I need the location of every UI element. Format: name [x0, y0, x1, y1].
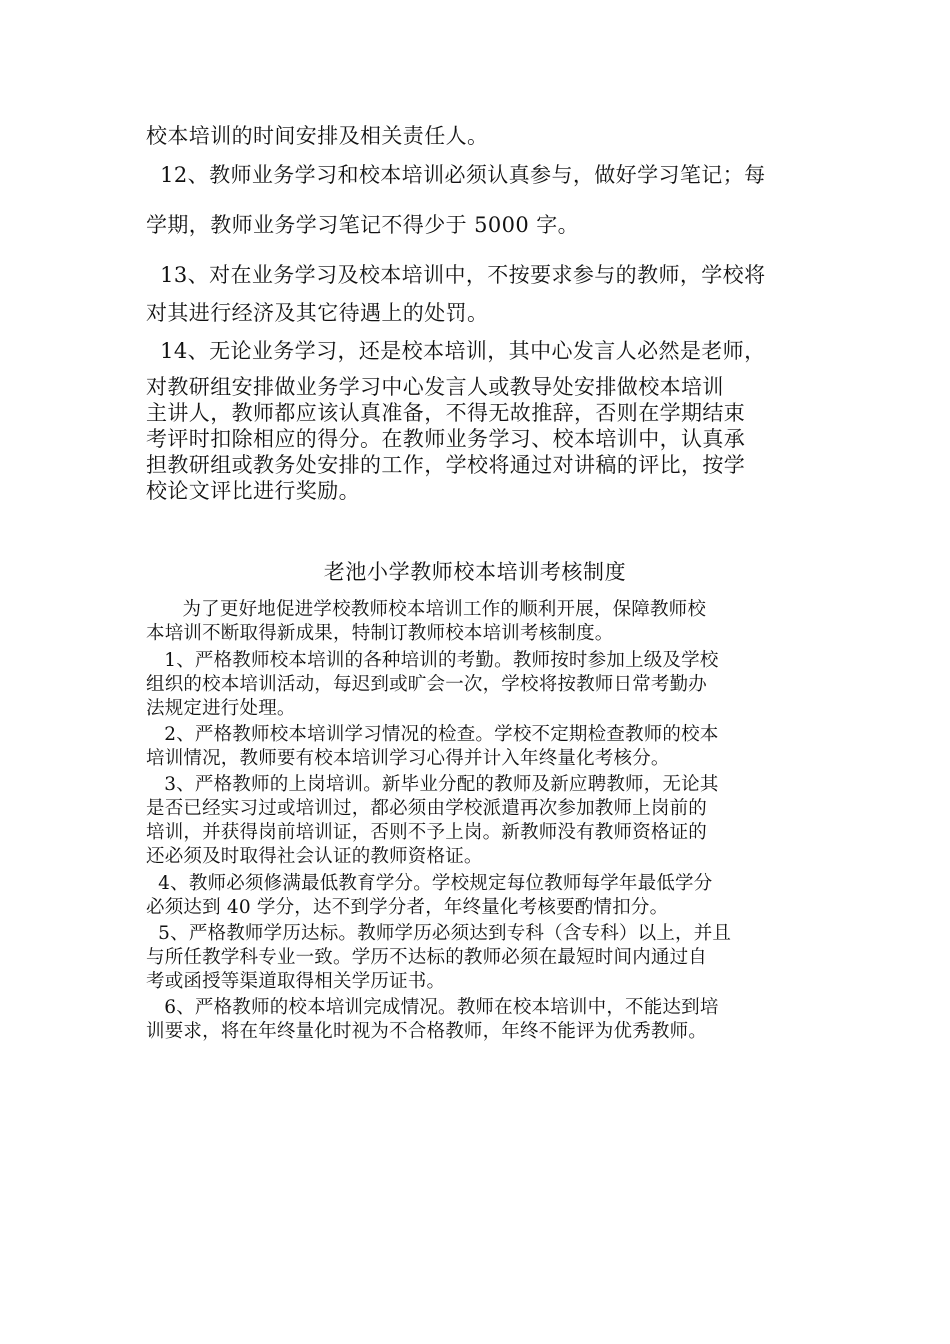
paragraph-line: 培训情况，教师要有校本培训学习心得并计入年终量化考核分。	[146, 748, 670, 769]
paragraph-line: 训要求，将在年终量化时视为不合格教师，年终不能评为优秀教师。	[146, 1021, 708, 1042]
section-title: 老池小学教师校本培训考核制度	[323, 560, 627, 584]
paragraph-line: 5、严格教师学历达标。教师学历必须达到专科（含专科）以上，并且	[146, 923, 732, 944]
paragraph-line: 与所任教学科专业一致。学历不达标的教师必须在最短时间内通过自	[146, 947, 708, 968]
paragraph-line: 3、严格教师的上岗培训。新毕业分配的教师及新应聘教师，无论其	[146, 774, 719, 795]
paragraph-line: 13、对在业务学习及校本培训中，不按要求参与的教师，学校将	[146, 263, 766, 287]
paragraph-line: 校本培训的时间安排及相关责任人。	[146, 124, 489, 148]
paragraph-line: 法规定进行处理。	[146, 698, 296, 719]
paragraph-line: 1、严格教师校本培训的各种培训的考勤。教师按时参加上级及学校	[146, 650, 719, 671]
paragraph-line: 为了更好地促进学校教师校本培训工作的顺利开展，保障教师校	[146, 599, 707, 620]
paragraph-line: 组织的校本培训活动，每迟到或旷会一次，学校将按教师日常考勤办	[146, 674, 708, 695]
paragraph-line: 主讲人，教师都应该认真准备，不得无故推辞，否则在学期结束	[146, 401, 746, 425]
paragraph-line: 担教研组或教务处安排的工作，学校将通过对讲稿的评比，按学	[146, 453, 746, 477]
paragraph-line: 6、严格教师的校本培训完成情况。教师在校本培训中，不能达到培	[146, 997, 719, 1018]
paragraph-line: 是否已经实习过或培训过，都必须由学校派遣再次参加教师上岗前的	[146, 798, 708, 819]
paragraph-line: 必须达到 40 学分，达不到学分者，年终量化考核要酌情扣分。	[146, 897, 669, 918]
paragraph-line: 对其进行经济及其它待遇上的处罚。	[146, 301, 489, 325]
paragraph-line: 学期，教师业务学习笔记不得少于 5000 字。	[146, 213, 579, 237]
paragraph-line: 考或函授等渠道取得相关学历证书。	[146, 971, 446, 992]
paragraph-line: 2、严格教师校本培训学习情况的检查。学校不定期检查教师的校本	[146, 724, 719, 745]
paragraph-line: 考评时扣除相应的得分。在教师业务学习、校本培训中，认真承	[146, 427, 746, 451]
paragraph-line: 还必须及时取得社会认证的教师资格证。	[146, 846, 483, 867]
paragraph-line: 培训，并获得岗前培训证，否则不予上岗。新教师没有教师资格证的	[146, 822, 708, 843]
paragraph-line: 本培训不断取得新成果，特制订教师校本培训考核制度。	[146, 623, 614, 644]
paragraph-line: 14、无论业务学习，还是校本培训，其中心发言人必然是老师，	[146, 339, 766, 363]
paragraph-line: 对教研组安排做业务学习中心发言人或教导处安排做校本培训	[146, 375, 724, 399]
paragraph-line: 校论文评比进行奖励。	[146, 479, 360, 503]
paragraph-line: 12、教师业务学习和校本培训必须认真参与，做好学习笔记；每	[146, 163, 766, 187]
paragraph-line: 4、教师必须修满最低教育学分。学校规定每位教师每学年最低学分	[146, 873, 713, 894]
